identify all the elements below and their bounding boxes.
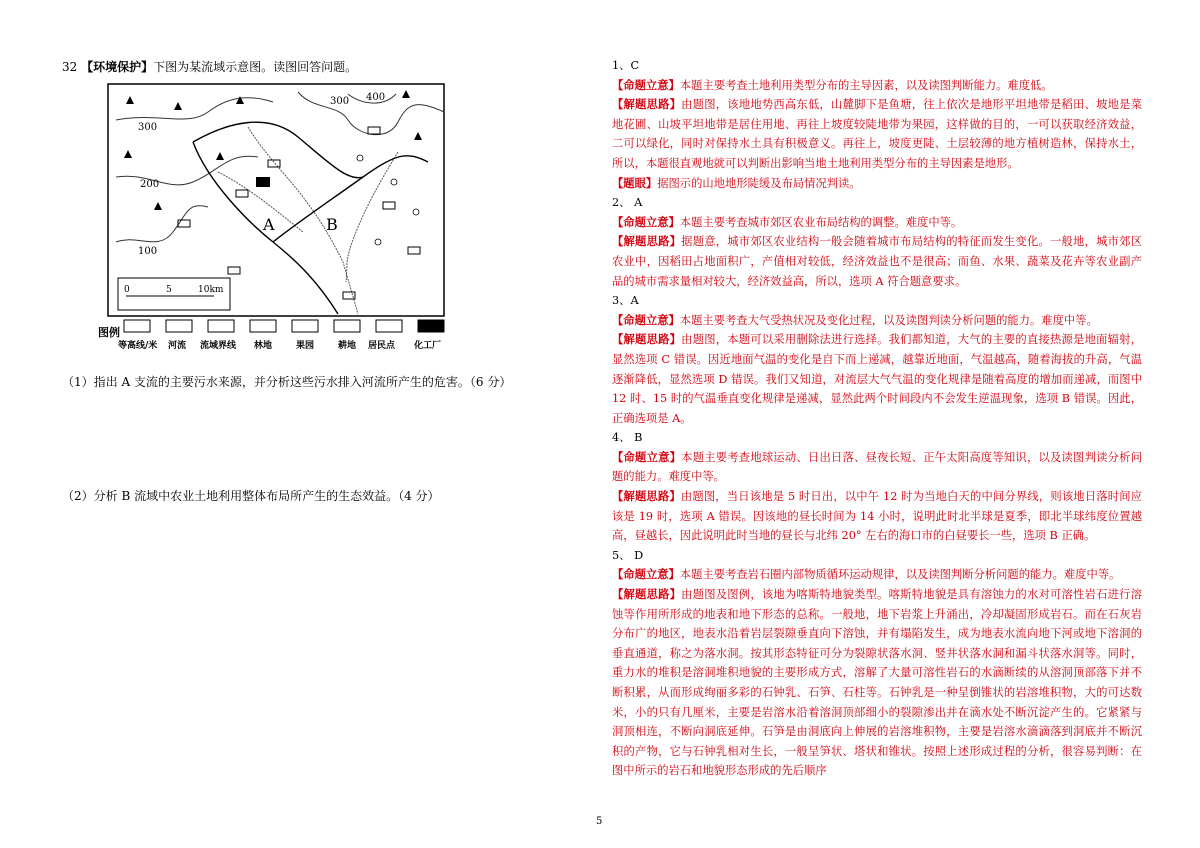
legend-item: 林地 — [254, 341, 273, 351]
answer-section: 【命题立意】本题主要考查岩石圈内部物质循环运动规律，以及读图判断分析问题的能力。难度中等。 — [612, 567, 1121, 582]
page-number: 5 — [596, 816, 603, 827]
watershed-boundary — [193, 142, 428, 314]
answer-id: 4、 B — [612, 431, 643, 445]
answer-id: 1、C — [612, 59, 640, 72]
forest-icon — [124, 90, 422, 210]
question-number: 32 — [62, 60, 78, 74]
contour-label: 400 — [366, 92, 386, 103]
answer-section: 【解题思路】由题图及图例，该地为喀斯特地貌类型。喀斯特地貌是具有溶蚀力的水对可溶性岩石进行溶蚀等作用所形成的地表和地下形态的总称。一般地，地下岩浆上升涌出，冷却凝固形成岩石。而在石灰岩分布广的地区，地表水沿着岩层裂隙垂直向下溶蚀，并有塌陷发生，成为地表水流向地下河或地下溶洞的垂直通道，称之为落水洞。按其形态特征可分为裂隙状落水洞、竖井状落水洞和漏斗状落水洞等。同时，重力水的堆积是溶洞堆积地貌的主要形成方式，溶解了大量可溶性岩石的水滴断续的从溶洞顶部落下并不断积累，从而形成绚丽多彩的石钟乳、石笋、石柱等。石钟乳是一种呈倒锥状的岩溶堆积物，大的可达数米，小的只有几厘米，主要是岩溶水沿着溶洞顶部细小的裂隙渗出并在滴水处不断沉淀产生的。它紧紧与洞顶相连，不断向洞底延伸。石笋是由洞底向上伸展的岩溶堆积物，主要是岩溶水滴滴落到洞底并不断沉积的产物，它与石钟乳相对生长，一般呈笋状、塔状和锥状。按照上述形成过程的分析，很容易判断：在图中所示的岩石和地貌形态形成的先后顺序 — [612, 587, 1142, 778]
contour-line — [116, 156, 258, 185]
scale-label: 5 — [166, 285, 172, 295]
legend-item: 化工厂 — [414, 341, 442, 351]
answer-section: 【解题思路】由题图，本题可以采用删除法进行选择。我们都知道，大气的主要的直接热源是地面辐射，显然选项 C 错误。因近地面气温的变化是自下而上递减，越靠近地面，气温越高，随着海拔的升高，气温逐渐降低，显然选项 D 错误。我们又知道，对流层大气气温的变化规律是随着高度的增加而递减，而图中 12 时、15 时的气温垂直变化规律是递减，显然此两个时间段内不会发生逆温现象，选项 B 错误。因此，正确选项是 A。 — [612, 332, 1142, 425]
legend-title: 图例 — [98, 326, 120, 339]
answer-id: 3、A — [612, 294, 639, 308]
answer-section: 【命题立意】本题主要考查大气受热状况及变化过程，以及读图判读分析问题的能力。难度中等。 — [612, 312, 1098, 327]
watershed-boundary — [193, 122, 363, 178]
answer-id: 5、 D — [612, 548, 644, 562]
contour-label: 200 — [140, 179, 160, 190]
legend-item: 耕地 — [338, 341, 357, 351]
answer-id: 2、 A — [612, 196, 643, 210]
legend-item: 流域界线 — [200, 341, 237, 351]
contour-line — [116, 206, 208, 242]
chemical-plant-icon — [256, 177, 270, 187]
answer-section: 【命题立意】本题主要考查地球运动、日出日落、昼夜长短、正午太阳高度等知识，以及读图判读分析问题的能力。难度中等。 — [612, 449, 1142, 484]
legend-item: 等高线/米 — [118, 341, 158, 351]
scale-label: 10km — [198, 285, 224, 295]
area-label-b: B — [326, 215, 338, 234]
legend-item: 果园 — [296, 341, 315, 351]
scale-label: 0 — [124, 285, 130, 295]
answer-column — [612, 56, 1142, 781]
legend-swatches — [124, 320, 444, 332]
sub-question-2: （2）分析 B 流域中农业土地利用整体布局所产生的生态效益。（4 分） — [62, 489, 440, 503]
answer-section: 【解题思路】由题图，该地地势西高东低，山麓脚下是鱼塘，往上依次是地形平坦地带是稻田、坡地是菜地花圃、山坡平坦地带是居住用地、再往上坡度较陡地带为果园，这样做的目的，一可以获取经济效益，二可以绿化，同时对保持水土具有积极意义。再往上，坡度更陡、土层较薄的地方植树造林，保持水土，所以，本题很直观地就可以判断出影响当地土地利用类型分布的主导因素是地形。 — [612, 97, 1142, 170]
answer-section: 【解题思路】由题图，当日该地是 5 时日出，以中午 12 时为当地白天的中间分界线，则该地日落时间应该是 19 时，选项 A 错误。因该地的昼长时间为 14 小时，说明此时北半球是夏季，即北半球纬度位置越高，昼越长，因此说明此时当地的昼长与北纬 20° 左右的海口市的白昼要长一些，选项 B 正确。 — [612, 489, 1142, 543]
contour-line — [116, 98, 273, 120]
sub-question-1: （1）指出 A 支流的主要污水来源，并分析这些污水排入河流所产生的危害。（6 分） — [62, 375, 512, 389]
legend-item: 河流 — [168, 341, 187, 351]
contour-label: 300 — [138, 122, 158, 133]
answer-section: 【解题思路】据题意，城市郊区农业结构一般会随着城市布局结构的特征而发生变化。一般地，城市郊区农业中，因稻田占地面积广，产值相对较低，经济效益也不是很高；而鱼、水果、蔬菜及花卉等农业副产品的城市需求量相对较大，经济效益高，所以，选项 A 符合题意要求。 — [612, 234, 1142, 288]
answer-section: 【命题立意】本题主要考查土地利用类型分布的主导因素，以及读图判断能力。难度低。 — [612, 77, 1053, 92]
legend-item: 居民点 — [368, 341, 396, 351]
watershed-map — [98, 82, 458, 364]
answer-section: 【题眼】据图示的山地地形陡缓及布局情况判读。 — [612, 175, 861, 190]
contour-label: 300 — [330, 96, 350, 107]
answer-section: 【命题立意】本题主要考查城市郊区农业布局结构的调整。难度中等。 — [612, 214, 963, 229]
question-prompt: 下图为某流域示意图。读图回答问题。 — [153, 60, 358, 74]
area-label-a: A — [263, 215, 275, 234]
settlement-icon — [178, 127, 420, 299]
question-tag: 【环境保护】 — [81, 60, 154, 74]
question-column — [62, 56, 542, 364]
contour-label: 100 — [138, 246, 158, 257]
question-heading — [62, 56, 542, 78]
